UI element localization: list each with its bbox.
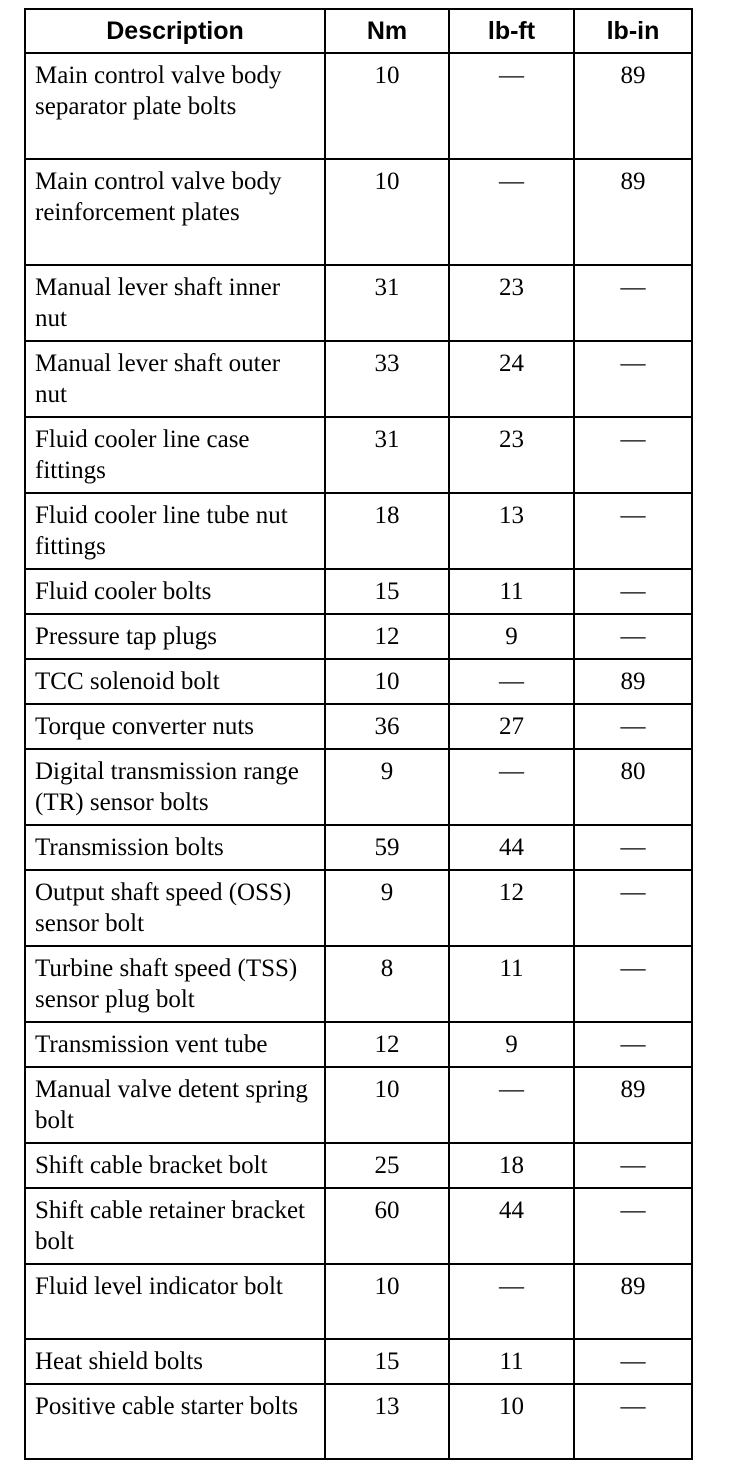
row-lb-ft-value: 44 — [449, 1188, 574, 1264]
row-nm-value: 10 — [325, 159, 449, 265]
row-nm-value: 10 — [325, 1067, 449, 1143]
row-nm-value: 15 — [325, 1339, 449, 1384]
row-lb-in-value: 89 — [574, 159, 692, 265]
row-nm-value: 10 — [325, 659, 449, 704]
row-lb-ft-value: 11 — [449, 946, 574, 1022]
row-lb-ft-value: 11 — [449, 1339, 574, 1384]
row-nm-value: 60 — [325, 1188, 449, 1264]
row-nm-value: 12 — [325, 1022, 449, 1067]
row-nm-value: 12 — [325, 614, 449, 659]
row-description: Positive cable starter bolts — [25, 1384, 325, 1459]
row-description: Torque converter nuts — [25, 704, 325, 749]
row-lb-ft-value: 11 — [449, 569, 574, 614]
row-nm-value: 25 — [325, 1143, 449, 1188]
row-description: Transmission bolts — [25, 825, 325, 870]
row-lb-ft-value: 9 — [449, 614, 574, 659]
table-row — [25, 265, 692, 341]
row-description: Digital transmission range (TR) sensor bolts — [25, 749, 325, 825]
row-description: Manual valve detent spring bolt — [25, 1067, 325, 1143]
table-row — [25, 1022, 692, 1067]
row-lb-ft-value: — — [449, 1067, 574, 1143]
row-description: Fluid cooler line tube nut fittings — [25, 493, 325, 569]
row-lb-in-value: — — [574, 265, 692, 341]
row-description: Shift cable bracket bolt — [25, 1143, 325, 1188]
row-lb-ft-value: 12 — [449, 870, 574, 946]
table-body — [25, 53, 692, 1459]
table-row — [25, 659, 692, 704]
row-lb-in-value: — — [574, 1143, 692, 1188]
row-lb-ft-value: 23 — [449, 417, 574, 493]
row-lb-in-value: 80 — [574, 749, 692, 825]
row-lb-in-value: 89 — [574, 1067, 692, 1143]
row-nm-value: 10 — [325, 53, 449, 159]
row-lb-in-value: — — [574, 1339, 692, 1384]
table-row — [25, 1143, 692, 1188]
row-description: Output shaft speed (OSS) sensor bolt — [25, 870, 325, 946]
row-description: Main control valve body separator plate bolts — [25, 53, 325, 159]
table-row — [25, 946, 692, 1022]
row-lb-in-value: — — [574, 825, 692, 870]
row-nm-value: 31 — [325, 417, 449, 493]
row-nm-value: 59 — [325, 825, 449, 870]
row-lb-ft-value: — — [449, 159, 574, 265]
row-nm-value: 10 — [325, 1264, 449, 1339]
row-lb-ft-value: — — [449, 659, 574, 704]
row-lb-ft-value: 10 — [449, 1384, 574, 1459]
row-description: TCC solenoid bolt — [25, 659, 325, 704]
table-row — [25, 1264, 692, 1339]
table-header — [25, 9, 692, 53]
row-lb-ft-value: 27 — [449, 704, 574, 749]
table-row — [25, 341, 692, 417]
row-lb-ft-value: 24 — [449, 341, 574, 417]
row-lb-ft-value: 13 — [449, 493, 574, 569]
torque-spec-table — [24, 8, 693, 1460]
row-nm-value: 18 — [325, 493, 449, 569]
header-nm: Nm — [325, 9, 449, 53]
row-description: Fluid level indicator bolt — [25, 1264, 325, 1339]
row-lb-in-value: — — [574, 569, 692, 614]
row-lb-in-value: — — [574, 946, 692, 1022]
row-lb-in-value: — — [574, 614, 692, 659]
header-row — [25, 9, 692, 53]
table-row — [25, 614, 692, 659]
table-row — [25, 493, 692, 569]
row-description: Fluid cooler bolts — [25, 569, 325, 614]
table-row — [25, 1339, 692, 1384]
row-description: Manual lever shaft inner nut — [25, 265, 325, 341]
header-lb-ft: lb-ft — [449, 9, 574, 53]
row-description: Shift cable retainer bracket bolt — [25, 1188, 325, 1264]
row-lb-in-value: 89 — [574, 659, 692, 704]
header-lb-in: lb-in — [574, 9, 692, 53]
row-description: Transmission vent tube — [25, 1022, 325, 1067]
table-row — [25, 749, 692, 825]
row-description: Manual lever shaft outer nut — [25, 341, 325, 417]
row-lb-ft-value: — — [449, 53, 574, 159]
row-lb-ft-value: 44 — [449, 825, 574, 870]
row-lb-in-value: — — [574, 493, 692, 569]
table-row — [25, 1188, 692, 1264]
row-nm-value: 31 — [325, 265, 449, 341]
row-nm-value: 9 — [325, 870, 449, 946]
row-nm-value: 33 — [325, 341, 449, 417]
table-row — [25, 569, 692, 614]
row-lb-in-value: 89 — [574, 1264, 692, 1339]
row-lb-in-value: — — [574, 1022, 692, 1067]
row-nm-value: 9 — [325, 749, 449, 825]
row-lb-ft-value: — — [449, 1264, 574, 1339]
table-row — [25, 870, 692, 946]
row-nm-value: 36 — [325, 704, 449, 749]
table-row — [25, 704, 692, 749]
row-lb-ft-value: — — [449, 749, 574, 825]
table-row — [25, 417, 692, 493]
row-lb-in-value: 89 — [574, 53, 692, 159]
row-lb-in-value: — — [574, 417, 692, 493]
table-row — [25, 825, 692, 870]
row-description: Heat shield bolts — [25, 1339, 325, 1384]
row-nm-value: 8 — [325, 946, 449, 1022]
row-description: Turbine shaft speed (TSS) sensor plug bolt — [25, 946, 325, 1022]
table-row — [25, 1067, 692, 1143]
row-lb-in-value: — — [574, 341, 692, 417]
table-row — [25, 53, 692, 159]
row-nm-value: 15 — [325, 569, 449, 614]
row-lb-ft-value: 23 — [449, 265, 574, 341]
table-row — [25, 159, 692, 265]
table-row — [25, 1384, 692, 1459]
row-description: Fluid cooler line case fittings — [25, 417, 325, 493]
row-lb-ft-value: 9 — [449, 1022, 574, 1067]
row-description: Pressure tap plugs — [25, 614, 325, 659]
row-description: Main control valve body reinforcement plates — [25, 159, 325, 265]
row-lb-in-value: — — [574, 1188, 692, 1264]
row-lb-in-value: — — [574, 1384, 692, 1459]
row-lb-ft-value: 18 — [449, 1143, 574, 1188]
row-lb-in-value: — — [574, 704, 692, 749]
row-nm-value: 13 — [325, 1384, 449, 1459]
row-lb-in-value: — — [574, 870, 692, 946]
header-description: Description — [25, 9, 325, 53]
